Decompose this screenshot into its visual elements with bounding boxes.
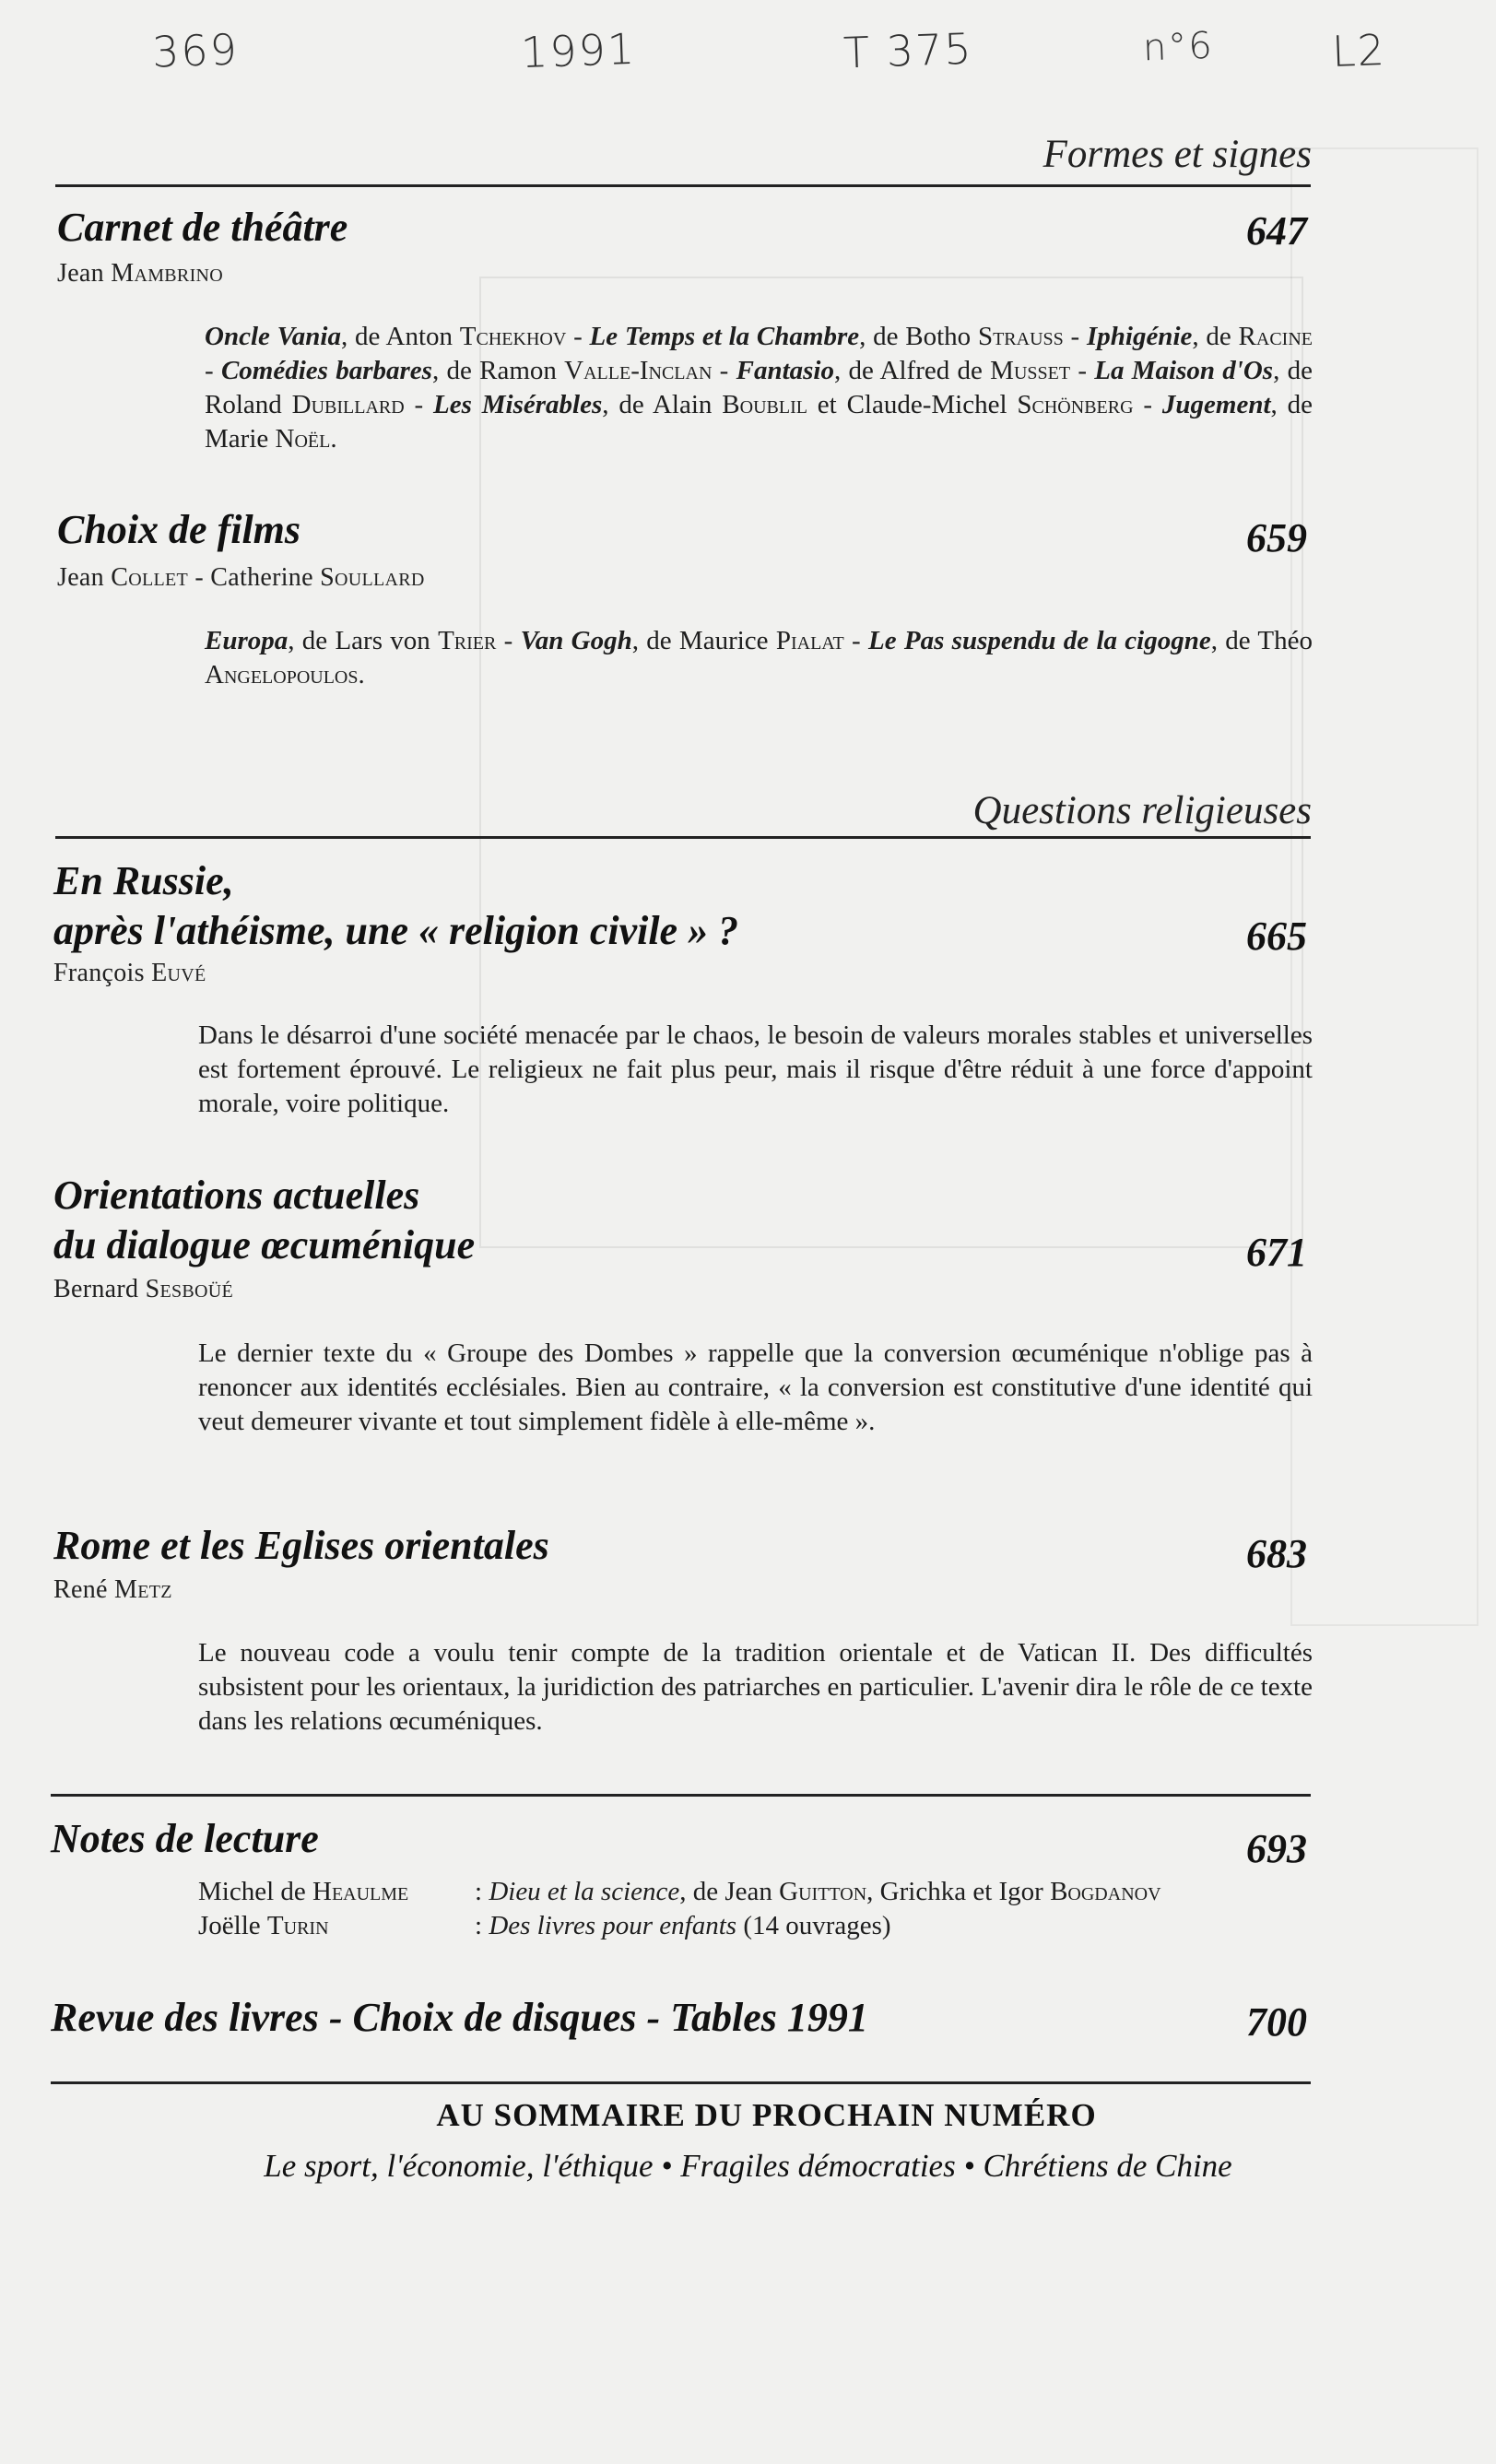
person-name: Noël bbox=[275, 424, 331, 454]
text: - bbox=[1133, 390, 1162, 419]
person-name: Valle-Inclan bbox=[564, 356, 713, 385]
reviewer bbox=[198, 1911, 475, 1941]
work-title: Van Gogh bbox=[520, 626, 632, 655]
text: - bbox=[404, 390, 434, 419]
article-title-oecum bbox=[53, 1171, 475, 1270]
text: , de Maurice bbox=[631, 626, 776, 655]
title-line: du dialogue œcuménique bbox=[53, 1222, 476, 1267]
author-first: René bbox=[53, 1575, 108, 1604]
person-name: Schönberg bbox=[1017, 390, 1134, 419]
text: , de bbox=[1192, 322, 1239, 351]
text: , Grichka et Igor bbox=[866, 1877, 1051, 1906]
article-title-notes: Notes de lecture bbox=[51, 1816, 319, 1861]
article-desc-oecum: Le dernier texte du « Groupe des Dombes » rappelle que la conversion œcuménique n'oblige pas à renoncer aux identités ecclésiales. Bien au contraire, « la conversion est constitutive d'une identité qui veut demeurer vivante et tout simplement fidèle à elle-même ». bbox=[198, 1338, 1313, 1436]
work-title: La Maison d'Os bbox=[1094, 356, 1274, 385]
text: - bbox=[1070, 356, 1095, 385]
person-name: Boublil bbox=[722, 390, 807, 419]
article-desc-carnet bbox=[205, 320, 1313, 456]
article-page-revue: 700 bbox=[1246, 1999, 1307, 2045]
section-rule-questions bbox=[55, 836, 1311, 839]
text: . bbox=[330, 424, 337, 454]
text: , de Roland bbox=[205, 356, 1313, 419]
text: - bbox=[843, 626, 868, 655]
article-title-films: Choix de films bbox=[57, 507, 301, 552]
article-title-revue: Revue des livres - Choix de disques - Tables 1991 bbox=[51, 1995, 868, 2040]
author-films bbox=[57, 563, 425, 593]
book-title: Dieu et la science bbox=[489, 1877, 680, 1906]
reviewer-last: Heaulme bbox=[312, 1877, 409, 1906]
text: , de Jean bbox=[679, 1877, 780, 1906]
work-title: Iphigénie bbox=[1086, 322, 1193, 351]
author-last: Mambrino bbox=[111, 259, 224, 288]
work-title: Les Misérables bbox=[433, 390, 603, 419]
article-page-carnet: 647 bbox=[1246, 208, 1307, 253]
notes-row bbox=[198, 1911, 891, 1941]
next-issue-heading: AU SOMMAIRE DU PROCHAIN NUMÉRO bbox=[436, 2097, 1097, 2133]
author-first: François bbox=[53, 959, 145, 987]
text: , de Théo bbox=[1210, 626, 1313, 655]
text: - bbox=[712, 356, 736, 385]
text: , de Lars von bbox=[288, 626, 439, 655]
author-first: Jean bbox=[57, 563, 104, 592]
title-line: après l'athéisme, une « religion civile » ? bbox=[53, 908, 739, 953]
divider-next bbox=[51, 2081, 1311, 2084]
person-name: Guitton bbox=[779, 1877, 867, 1906]
author-last: Metz bbox=[114, 1575, 172, 1604]
text: - bbox=[205, 356, 221, 385]
text: , de Alfred de bbox=[833, 356, 991, 385]
text: - bbox=[566, 322, 590, 351]
section-label-questions: Questions religieuses bbox=[972, 789, 1312, 832]
article-page-films: 659 bbox=[1246, 515, 1307, 560]
text: - bbox=[496, 626, 521, 655]
section-label-formes: Formes et signes bbox=[1042, 133, 1312, 176]
person-name: Tchekhov bbox=[459, 322, 567, 351]
text: , de Botho bbox=[859, 322, 978, 351]
article-desc-russie: Dans le désarroi d'une société menacée par le chaos, le besoin de valeurs morales stables et universelles est fortement éprouvé. Le religieux ne fait plus peur, mais il risque d'être réduit à une force d'appoint morale, voire politique. bbox=[198, 1020, 1313, 1118]
reviewer-first: Michel de bbox=[198, 1877, 306, 1906]
author-last: Euvé bbox=[151, 959, 206, 987]
article-title-rome: Rome et les Eglises orientales bbox=[53, 1523, 549, 1568]
text: , de Ramon bbox=[431, 356, 565, 385]
article-desc-films bbox=[205, 624, 1313, 692]
reviewer-last: Turin bbox=[266, 1911, 329, 1940]
work-title: Le Temps et la Chambre bbox=[589, 322, 860, 351]
author-first: Bernard bbox=[53, 1275, 139, 1303]
colon: : bbox=[475, 1911, 489, 1940]
book-title: Des livres pour enfants bbox=[489, 1911, 737, 1940]
person-name: Dubillard bbox=[291, 390, 405, 419]
handwritten-note-3: T 375 bbox=[842, 23, 974, 78]
notes-row bbox=[198, 1877, 1161, 1907]
show-through-frame-2 bbox=[1290, 147, 1478, 1626]
section-rule-formes bbox=[55, 184, 1311, 187]
handwritten-note-2: 1991 bbox=[520, 23, 637, 78]
article-page-notes: 693 bbox=[1246, 1826, 1307, 1871]
person-name: Musset bbox=[990, 356, 1071, 385]
person-name: Racine bbox=[1238, 322, 1313, 351]
work-title: Fantasio bbox=[736, 356, 834, 385]
person-name: Pialat bbox=[775, 626, 844, 655]
title-line: Orientations actuelles bbox=[53, 1173, 420, 1218]
work-title: Oncle Vania bbox=[205, 322, 341, 351]
text: et Claude-Michel bbox=[807, 390, 1018, 419]
work-title: Comédies barbares bbox=[220, 356, 432, 385]
colon: : bbox=[475, 1877, 489, 1906]
author-last: Collet bbox=[111, 563, 189, 592]
handwritten-note-1: 369 bbox=[151, 24, 240, 77]
reviewer bbox=[198, 1877, 475, 1907]
author-oecum bbox=[53, 1275, 233, 1304]
article-desc-rome: Le nouveau code a voulu tenir compte de la tradition orientale et de Vatican II. Des difficultés subsistent pour les orientaux, la juridiction des patriarches en particulier. L'avenir dira le rôle de ce texte dans les relations œcuméniques. bbox=[198, 1638, 1313, 1736]
article-title-carnet: Carnet de théâtre bbox=[57, 205, 348, 250]
title-line: En Russie, bbox=[53, 858, 234, 903]
reviewer-first: Joëlle bbox=[198, 1911, 261, 1940]
text: (14 ouvrages) bbox=[736, 1911, 891, 1940]
text: , de Marie bbox=[205, 390, 1313, 454]
person-name: Strauss bbox=[977, 322, 1064, 351]
work-title: Europa bbox=[205, 626, 289, 655]
article-title-russie bbox=[53, 856, 738, 956]
article-page-rome: 683 bbox=[1246, 1531, 1307, 1576]
text: , de Anton bbox=[340, 322, 460, 351]
divider-notes bbox=[51, 1794, 1311, 1797]
author-first: Catherine bbox=[210, 563, 313, 592]
person-name: Trier bbox=[438, 626, 497, 655]
text: - bbox=[1063, 322, 1087, 351]
next-issue-themes: Le sport, l'économie, l'éthique • Fragiles démocraties • Chrétiens de Chine bbox=[264, 2148, 1232, 2184]
author-carnet bbox=[57, 259, 223, 289]
work-title: Le Pas suspendu de la cigogne bbox=[868, 626, 1211, 655]
text: , de Alain bbox=[602, 390, 723, 419]
handwritten-note-4: n°6 bbox=[1142, 24, 1215, 70]
handwritten-note-5: L2 bbox=[1331, 24, 1387, 77]
text: . bbox=[358, 660, 365, 690]
author-last: Sesboüé bbox=[145, 1275, 234, 1303]
separator: - bbox=[188, 563, 211, 592]
work-title: Jugement bbox=[1161, 390, 1271, 419]
person-name: Angelopoulos bbox=[205, 660, 359, 690]
author-first: Jean bbox=[57, 259, 104, 288]
article-page-russie: 665 bbox=[1246, 914, 1307, 959]
author-rome bbox=[53, 1575, 172, 1605]
author-russie bbox=[53, 959, 206, 988]
author-last: Soullard bbox=[320, 563, 425, 592]
article-page-oecum: 671 bbox=[1246, 1230, 1307, 1275]
person-name: Bogdanov bbox=[1050, 1877, 1161, 1906]
